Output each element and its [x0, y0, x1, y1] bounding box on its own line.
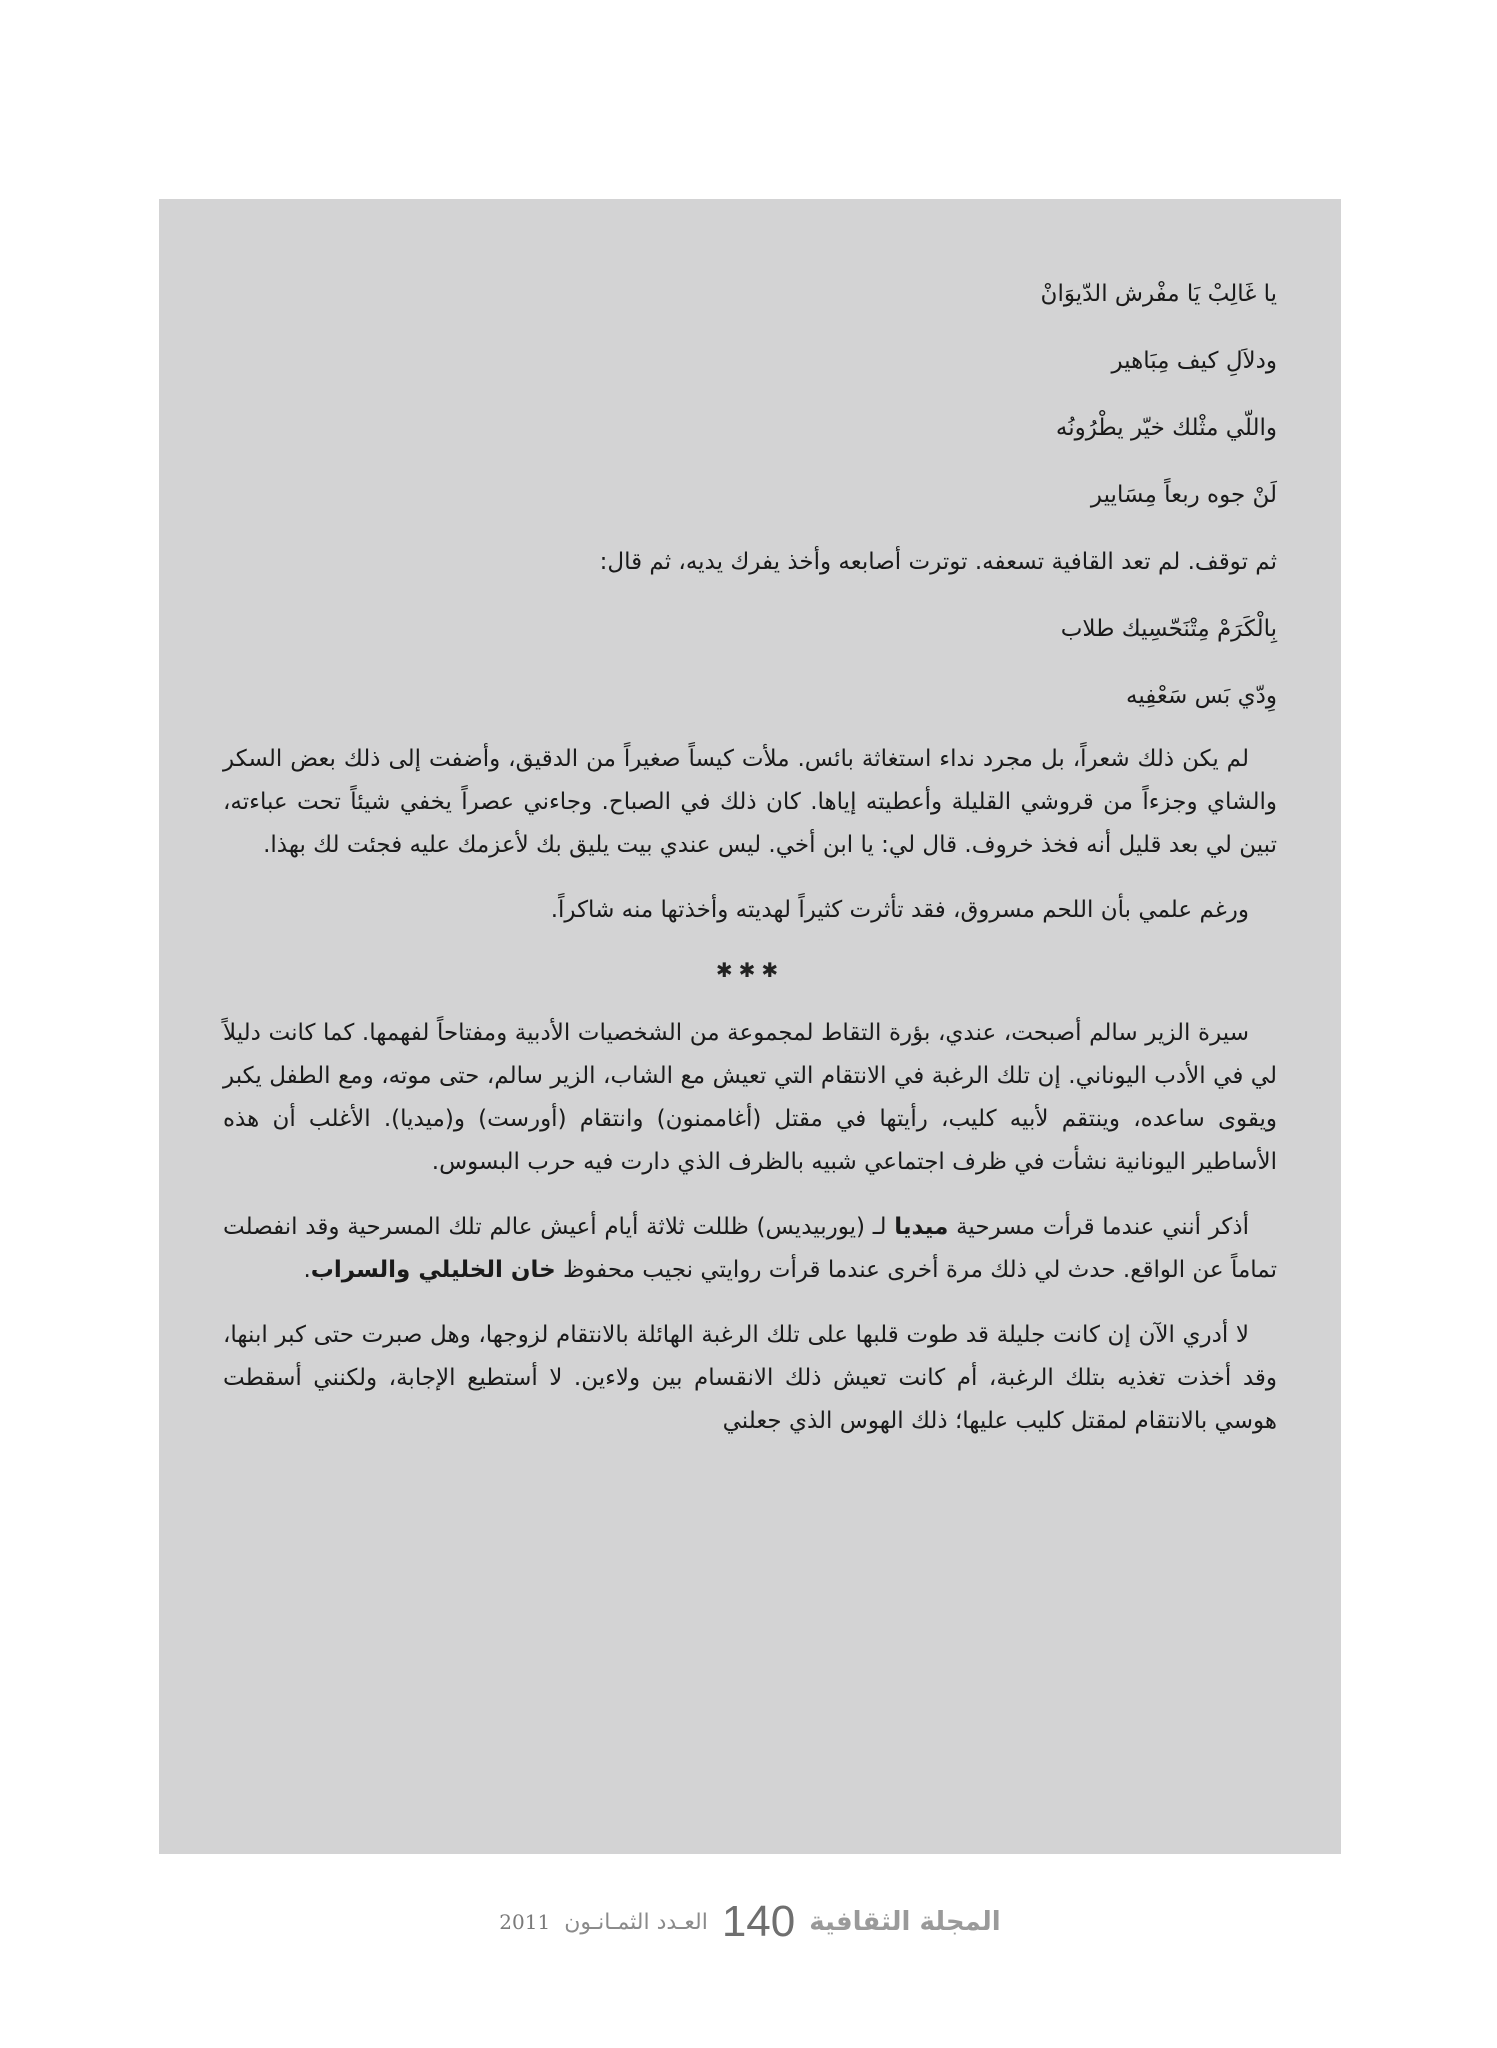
poem-stanza-1	[223, 261, 1277, 730]
footer-issue: العـدد الثمـانـون	[564, 1909, 708, 1935]
paragraph-4-text-c: .	[303, 1257, 311, 1283]
magazine-name: المجلة الثقافية	[809, 1907, 1001, 1937]
poem-line: يا غَالِبْ يَا مفْرش الدّيوَانْ	[1040, 281, 1277, 307]
paragraph-4	[223, 1206, 1277, 1292]
page-number: 140	[721, 1897, 796, 1946]
poem-line: بِالْكَرَمْ مِتْنَحّسِيك طلاب	[1060, 616, 1277, 642]
play-title-medea: ميديا	[894, 1214, 949, 1240]
poem-line: واللّي مثْلك خيّر يطْرُونُه	[1055, 415, 1277, 441]
poem-line: وِدّي بَس سَعْفِيه	[1126, 683, 1277, 709]
novel-titles: خان الخليلي والسراب	[310, 1257, 556, 1283]
paragraph-5: لا أدري الآن إن كانت جليلة قد طوت قلبها على تلك الرغبة الهائلة بالانتقام لزوجها، وهل صبرت حتى كبر ابنها، وقد أخذت تغذيه بتلك الرغبة، أم كانت تعيش ذلك الانقسام بين ولاءين. لا أستطيع الإجابة، ولكنني أسقطت هوسي بالانتقام لمقتل كليب عليها؛ ذلك الهوس الذي جعلني	[223, 1322, 1277, 1434]
paragraph-1: لم يكن ذلك شعراً، بل مجرد نداء استغاثة بائس. ملأت كيساً صغيراً من الدقيق، وأضفت إلى ذلك بعض السكر والشاي وجزءاً من قروشي القليلة وأعطيته إياها. كان ذلك في الصباح. وجاءني عصراً يخفي شيئاً تحت عباءته، تبين لي بعد قليل أنه فخذ خروف. قال لي: يا ابن أخي. ليس عندي بيت يليق بك لأعزمك عليه فجئت لك بهذا.	[223, 746, 1277, 858]
paragraph-4-text-a: أذكر أنني عندما قرأت مسرحية	[948, 1214, 1249, 1240]
paragraph-3: سيرة الزير سالم أصبحت، عندي، بؤرة التقاط لمجموعة من الشخصيات الأدبية ومفتاحاً لفهمها. كما كانت دليلاً لي في الأدب اليوناني. إن تلك الرغبة في الانتقام التي تعيش مع الشاب، الزير سالم، حتى موته، ومع الطفل يكبر ويقوى ساعده، وينتقم لأبيه كليب، رأيتها في مقتل (أغاممنون) وانتقام (أورست) و(ميديا). الأغلب أن هذه الأساطير اليونانية نشأت في ظرف اجتماعي شبيه بالظرف الذي دارت فيه حرب البسوس.	[223, 1020, 1277, 1175]
footer-year: 2011	[499, 1910, 551, 1934]
poem-line: ودلاَلِ كيف مِبَاهير	[1111, 348, 1277, 374]
paragraph-4-text-b: لـ (يوربيديس) ظللت ثلاثة أيام أعيش عالم تلك المسرحية وقد انفصلت تماماً عن الواقع. حدث لي ذلك مرة أخرى عندما قرأت روايتي نجيب محفوظ	[223, 1214, 1277, 1283]
narration-line: ثم توقف. لم تعد القافية تسعفه. توترت أصابعه وأخذ يفرك يديه، ثم قال:	[599, 549, 1277, 575]
paragraph-2: ورغم علمي بأن اللحم مسروق، فقد تأثرت كثيراً لهديته وأخذتها منه شاكراً.	[550, 897, 1249, 923]
poem-line: لَنْ جوه ربعاً مِسَايير	[1090, 482, 1277, 508]
article-panel	[159, 199, 1341, 1854]
section-separator: ✱✱✱	[715, 958, 785, 982]
page-footer	[430, 1892, 1070, 1952]
